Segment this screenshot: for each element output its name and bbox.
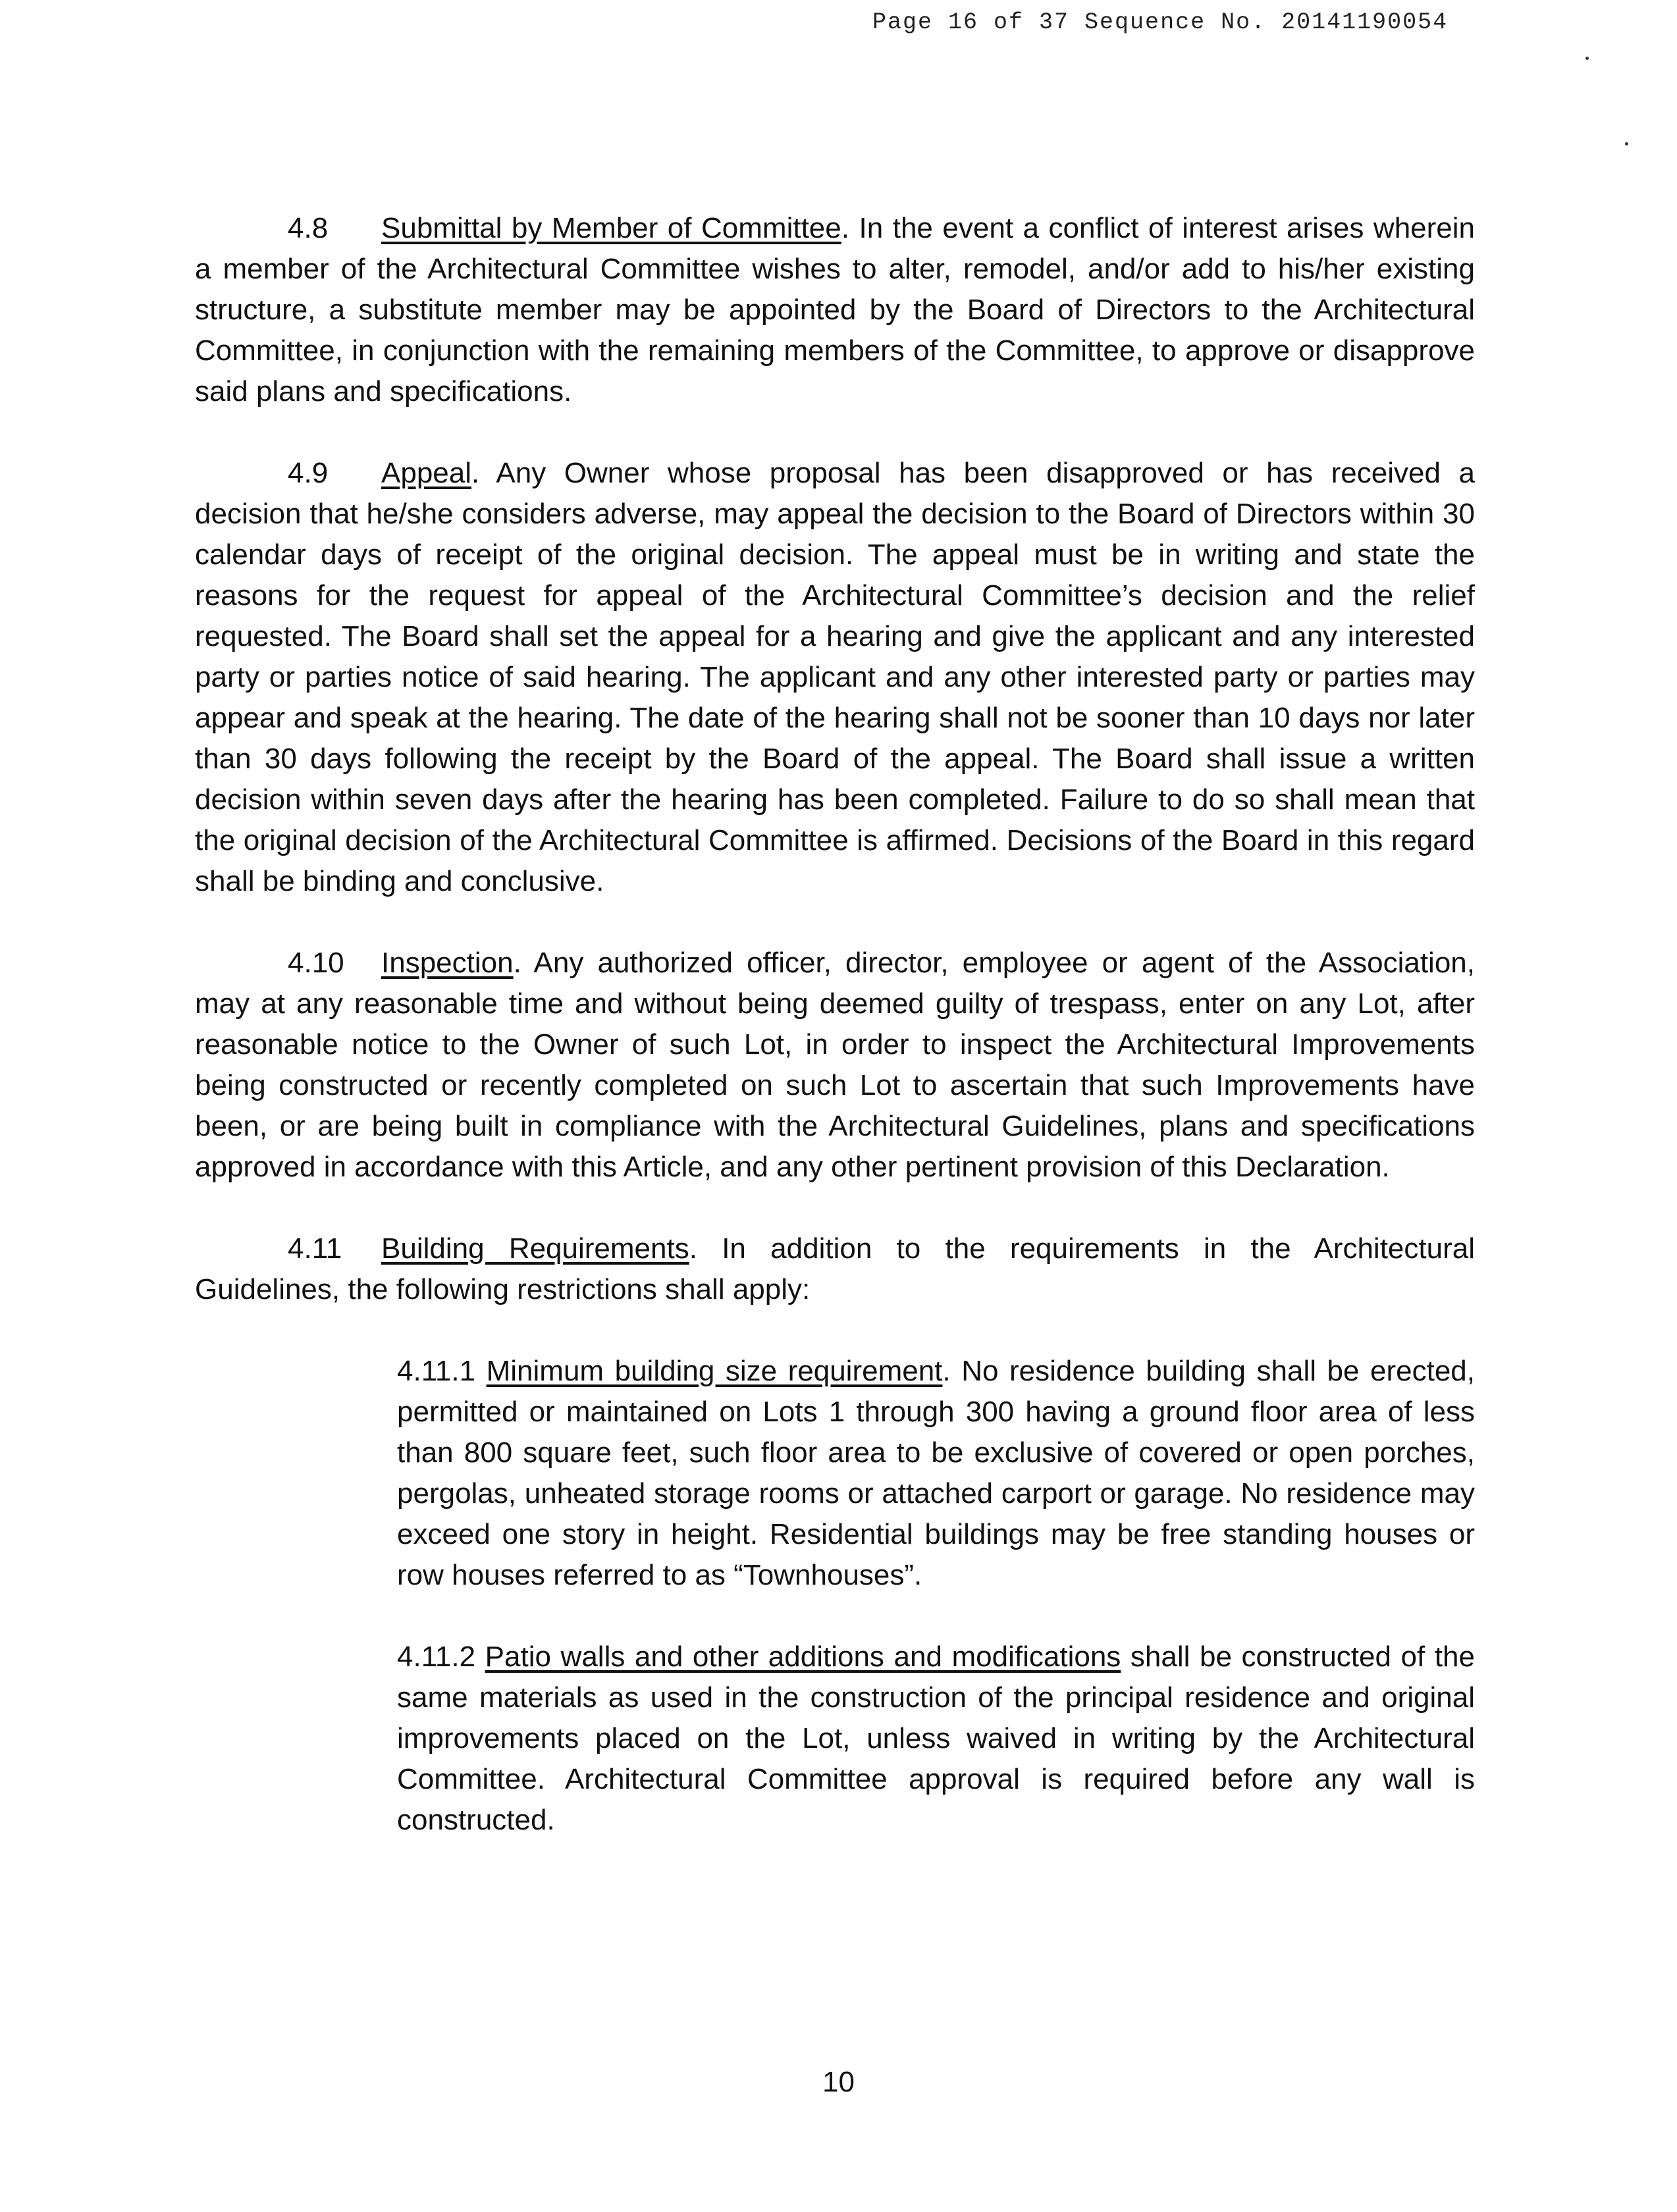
scan-speck (1625, 142, 1628, 145)
subsection-body: shall be constructed of the same materials as used in the construction of the principal residence and original improvements placed on the Lot, unless waived in writing by the Architectural Committee. Architectural Committee approval is required before any wall is constructed. (397, 1641, 1475, 1836)
scan-speck (1585, 57, 1589, 60)
section-number: 4.9 (288, 457, 329, 489)
section-title: Inspection (381, 947, 514, 979)
subsection-title: Patio walls and other additions and modifications (485, 1641, 1121, 1673)
section-body: Any authorized officer, director, employee or agent of the Association, may at any reasonable time and without being deemed guilty of trespass, enter on any Lot, after reasonable notice to the Owner of such Lot, in order to inspect the Architectural Improvements being constructed or recently completed on such Lot to ascertain that such Improvements have been, or are being built in compliance with the Architectural Guidelines, plans and specifications approved in accordance with this Article, and any other pertinent provision of this Declaration. (195, 947, 1475, 1183)
subsection-4-11-2 (397, 1637, 1475, 1841)
page-sequence-header: Page 16 of 37 Sequence No. 20141190054 (872, 9, 1449, 36)
section-4-11: 4.11 Building Requirements. In addition to the requirements in the Architectural Guidelines, the following restrictions shall apply: (195, 1228, 1475, 1310)
section-title: Building Requirements (381, 1232, 689, 1265)
section-number: 4.11 (288, 1232, 342, 1265)
subsection-number: 4.11.1 (397, 1355, 476, 1387)
section-body: In the event a conflict of interest arises wherein a member of the Architectural Committee wishes to alter, remodel, and/or add to his/her existing structure, a substitute member may be appointed by the Board of Directors to the Architectural Committee, in conjunction with the remaining members of the Committee, to approve or disapprove said plans and specifications. (195, 212, 1476, 408)
section-title: Submittal by Member of Committee (381, 212, 841, 244)
section-body: Any Owner whose proposal has been disapproved or has received a decision that he/she considers adverse, may appeal the decision to the Board of Directors within 30 calendar days of receipt of the original decision. The appeal must be in writing and state the reasons for the request for appeal of the Architectural Committee’s decision and the relief requested. The Board shall set the appeal for a hearing and give the applicant and any interested party or parties notice of said hearing. The applicant and any other interested party or parties may appear and speak at the hearing. The date of the hearing shall not be sooner than 10 days nor later than 30 days following the receipt by the Board of the appeal. The Board shall issue a written decision within seven days after the hearing has been completed. Failure to do so shall mean that the original decision of the Architectural Committee is affirmed. Decisions of the Board in this regard shall be binding and conclusive. (195, 457, 1475, 897)
section-number: 4.10 (288, 947, 344, 979)
subsection-4-11-1 (397, 1351, 1475, 1596)
page-number: 10 (822, 2066, 855, 2098)
subsection-number: 4.11.2 (397, 1641, 476, 1673)
section-body: In addition to the requirements in the Architectural Guidelines, the following restrictions shall apply: (195, 1232, 1475, 1305)
section-4-10: 4.10 Inspection. Any authorized officer, director, employee or agent of the Association, may at any reasonable time and without being deemed guilty of trespass, enter on any Lot, after reasonable notice to the Owner of such Lot, in order to inspect the Architectural Improvements being constructed or recently completed on such Lot to ascertain that such Improvements have been, or are being built in compliance with the Architectural Guidelines, plans and specifications approved in accordance with this Article, and any other pertinent provision of this Declaration. (195, 943, 1475, 1188)
section-number: 4.8 (288, 212, 329, 244)
section-4-9: 4.9 Appeal. Any Owner whose proposal has been disapproved or has received a decision that he/she considers adverse, may appeal the decision to the Board of Directors within 30 calendar days of receipt of the original decision. The appeal must be in writing and state the reasons for the request for appeal of the Architectural Committee’s decision and the relief requested. The Board shall set the appeal for a hearing and give the applicant and any interested party or parties notice of said hearing. The applicant and any other interested party or parties may appear and speak at the hearing. The date of the hearing shall not be sooner than 10 days nor later than 30 days following the receipt by the Board of the appeal. The Board shall issue a written decision within seven days after the hearing has been completed. Failure to do so shall mean that the original decision of the Architectural Committee is affirmed. Decisions of the Board in this regard shall be binding and conclusive. (195, 453, 1475, 902)
subsection-title-suffix: . (942, 1355, 951, 1387)
section-4-8: 4.8 Submittal by Member of Committee. In the event a conflict of interest arises wherein a member of the Architectural Committee wishes to alter, remodel, and/or add to his/her existing structure, a substitute member may be appointed by the Board of Directors to the Architectural Committee, in conjunction with the remaining members of the Committee, to approve or disapprove said plans and specifications. (195, 208, 1475, 412)
section-title: Appeal (381, 457, 472, 489)
document-body (195, 208, 1475, 1882)
subsection-body: No residence building shall be erected, permitted or maintained on Lots 1 through 300 having a ground floor area of less than 800 square feet, such floor area to be exclusive of covered or open porches, pergolas, unheated storage rooms or attached carport or garage. No residence may exceed one story in height. Residential buildings may be free standing houses or row houses referred to as “Townhouses”. (397, 1355, 1475, 1591)
subsection-title: Minimum building size requirement (486, 1355, 943, 1387)
